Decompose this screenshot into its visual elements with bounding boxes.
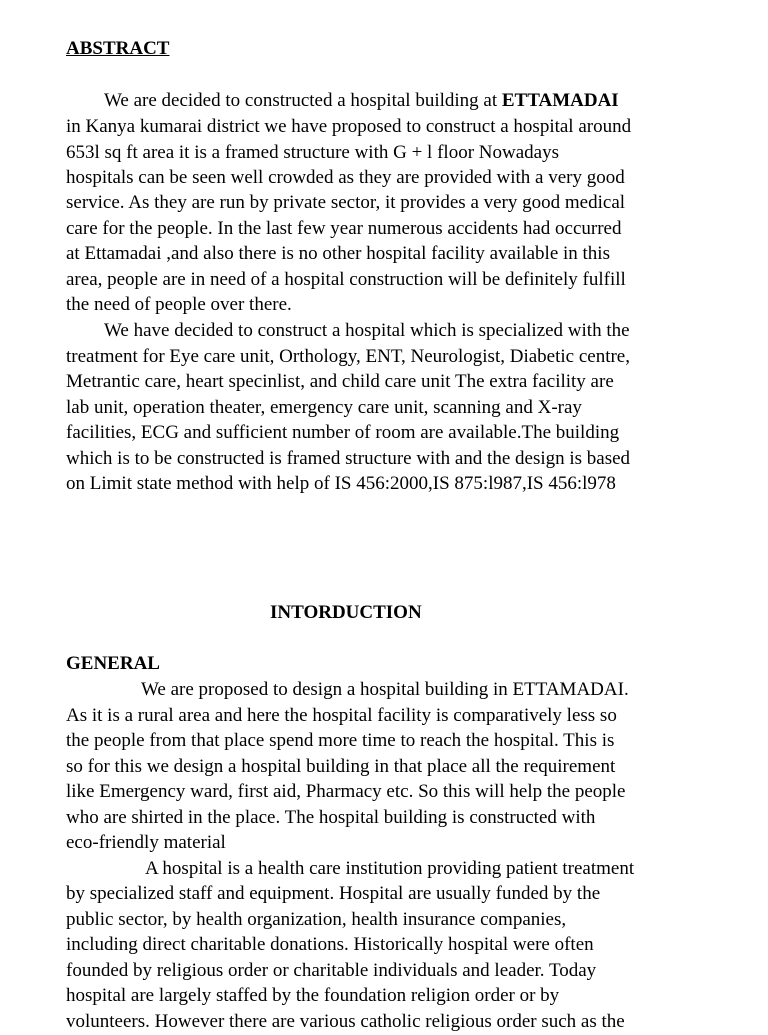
general-heading: GENERAL (66, 653, 160, 674)
introduction-p2-line: volunteers. However there are various catholic religious order such as the (66, 1011, 625, 1032)
abstract-p1-first-line (104, 88, 619, 114)
abstract-p2-line: Metrantic care, heart specinlist, and child care unit The extra facility are (66, 371, 614, 392)
introduction-p2-line: by specialized staff and equipment. Hospital are usually funded by the (66, 883, 601, 904)
abstract-heading: ABSTRACT (66, 38, 170, 59)
abstract-p2-line: which is to be constructed is framed structure with and the design is based (66, 448, 631, 469)
introduction-p1-line: who are shirted in the place. The hospital building is constructed with (66, 807, 596, 828)
abstract-p2-line: lab unit, operation theater, emergency care unit, scanning and X-ray (66, 397, 582, 418)
introduction-p1-line: so for this we design a hospital building in that place all the requirement (66, 756, 616, 777)
abstract-p1-line: 653l sq ft area it is a framed structure with G + l floor Nowadays (66, 142, 559, 163)
abstract-p1-line: service. As they are run by private sector, it provides a very good medical (66, 192, 626, 213)
introduction-p2-line: including direct charitable donations. Historically hospital were often (66, 934, 594, 955)
abstract-p1-line: at Ettamadai ,and also there is no other hospital facility available in this (66, 243, 610, 264)
introduction-p2-line: A hospital is a health care institution providing patient treatment (145, 858, 635, 879)
abstract-p1-first-line-text: We are decided to constructed a hospital building at (104, 90, 502, 111)
abstract-p1-line: the need of people over there. (66, 294, 292, 315)
abstract-p2-line: treatment for Eye care unit, Orthology, ENT, Neurologist, Diabetic centre, (66, 346, 630, 367)
introduction-p1-line: We are proposed to design a hospital building in ETTAMADAI. (141, 679, 629, 700)
introduction-p1-line: like Emergency ward, first aid, Pharmacy etc. So this will help the people (66, 781, 626, 802)
abstract-p1-line: in Kanya kumarai district we have proposed to construct a hospital around (66, 116, 632, 137)
introduction-title: INTORDUCTION (270, 602, 422, 623)
introduction-p2-line: founded by religious order or charitable individuals and leader. Today (66, 960, 597, 981)
abstract-p2-line: facilities, ECG and sufficient number of room are available.The building (66, 422, 620, 443)
location-name-bold: ETTAMADAI (501, 90, 619, 111)
introduction-p1-line: the people from that place spend more time to reach the hospital. This is (66, 730, 615, 751)
introduction-p2-line: hospital are largely staffed by the foundation religion order or by (66, 985, 560, 1006)
abstract-p1-line: hospitals can be seen well crowded as they are provided with a very good (66, 167, 625, 188)
introduction-p2-line: public sector, by health organization, health insurance companies, (66, 909, 567, 930)
abstract-p1-line: area, people are in need of a hospital construction will be definitely fulfill (66, 269, 626, 290)
abstract-p1-line: care for the people. In the last few year numerous accidents had occurred (66, 218, 622, 239)
introduction-p1-line: As it is a rural area and here the hospital facility is comparatively less so (66, 705, 617, 726)
introduction-p1-line: eco-friendly material (66, 832, 226, 853)
abstract-p2-line: on Limit state method with help of IS 456:2000,IS 875:l987,IS 456:l978 (66, 473, 616, 494)
abstract-p2-line: We have decided to construct a hospital which is specialized with the (104, 320, 630, 341)
